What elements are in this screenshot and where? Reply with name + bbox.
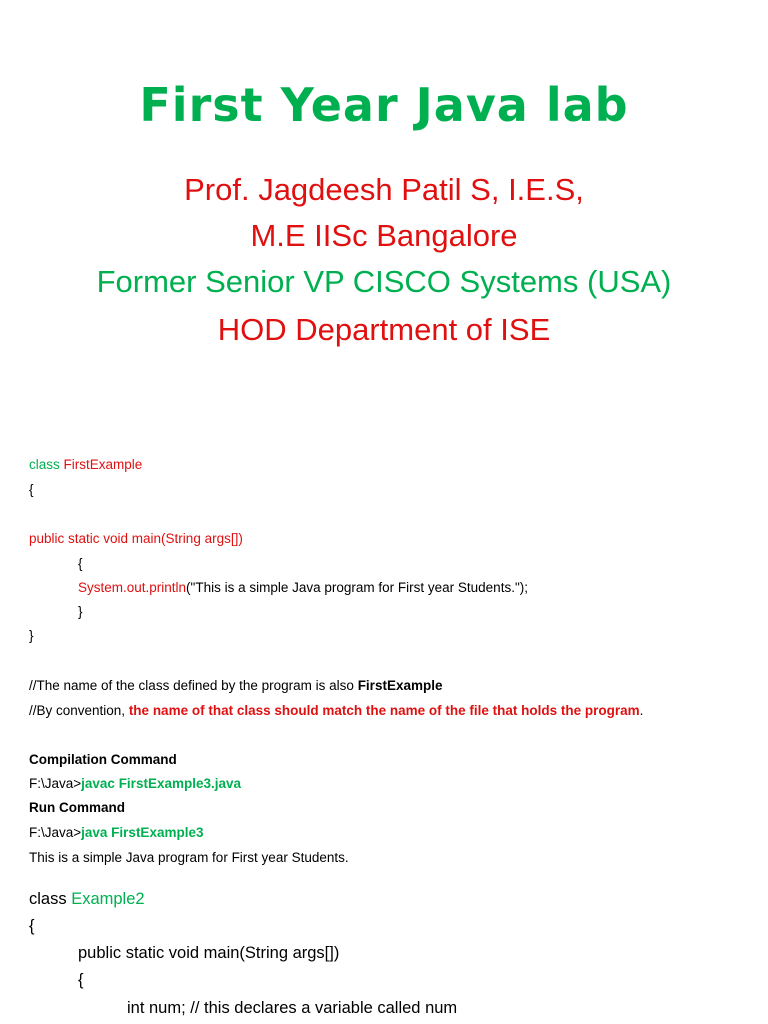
compile-label: Compilation Command (29, 752, 177, 767)
comment-2-text: //By convention, (29, 703, 129, 718)
program-output: This is a simple Java program for First year Students. (29, 850, 349, 865)
comment-2-highlight: the name of that class should match the name of the file that holds the program (128, 703, 640, 718)
code-inner-open-brace: { (78, 556, 83, 571)
keyword-class: class (29, 457, 60, 472)
code-close-brace: } (29, 628, 34, 643)
former-role-line: Former Senior VP CISCO Systems (USA) (96, 264, 672, 299)
run-label: Run Command (29, 800, 125, 815)
code2-class-name: Example2 (71, 890, 145, 908)
code2-main-signature: public static void main(String args[]) (78, 944, 340, 962)
code2-keyword-class: class (29, 890, 72, 908)
code-inner-close-brace: } (78, 604, 83, 619)
comment-line-1 (29, 677, 442, 695)
comment-1-text: //The name of the class defined by the program is also (29, 678, 358, 693)
compile-command: javac FirstExample3.java (81, 776, 242, 791)
comment-1-bold: FirstExample (357, 678, 443, 693)
println-args: ("This is a simple Java program for First year Students."); (186, 580, 528, 595)
department-line: HOD Department of ISE (217, 312, 551, 347)
run-command-line (29, 824, 203, 842)
code2-declaration: int num; // this declares a variable called num (127, 999, 458, 1017)
compile-command-line (29, 775, 241, 793)
code2-line-class (29, 890, 145, 909)
compile-prompt: F:\Java> (29, 776, 82, 791)
println-call: System.out.println (78, 580, 187, 595)
page-title: First Year Java lab (139, 78, 629, 132)
code2-inner-open-brace: { (78, 971, 84, 989)
code2-open-brace: { (29, 917, 35, 935)
class-name: FirstExample (63, 457, 143, 472)
code-open-brace: { (29, 482, 34, 497)
code-println-line (78, 579, 528, 597)
comment-2-suffix: . (639, 703, 644, 718)
code-line-class (29, 456, 142, 474)
code-main-signature: public static void main(String args[]) (29, 531, 243, 546)
run-prompt: F:\Java> (29, 825, 82, 840)
comment-line-2 (29, 702, 643, 720)
degree-line: M.E IISc Bangalore (250, 218, 518, 253)
run-command: java FirstExample3 (81, 825, 204, 840)
author-line: Prof. Jagdeesh Patil S, I.E.S, (184, 172, 584, 207)
